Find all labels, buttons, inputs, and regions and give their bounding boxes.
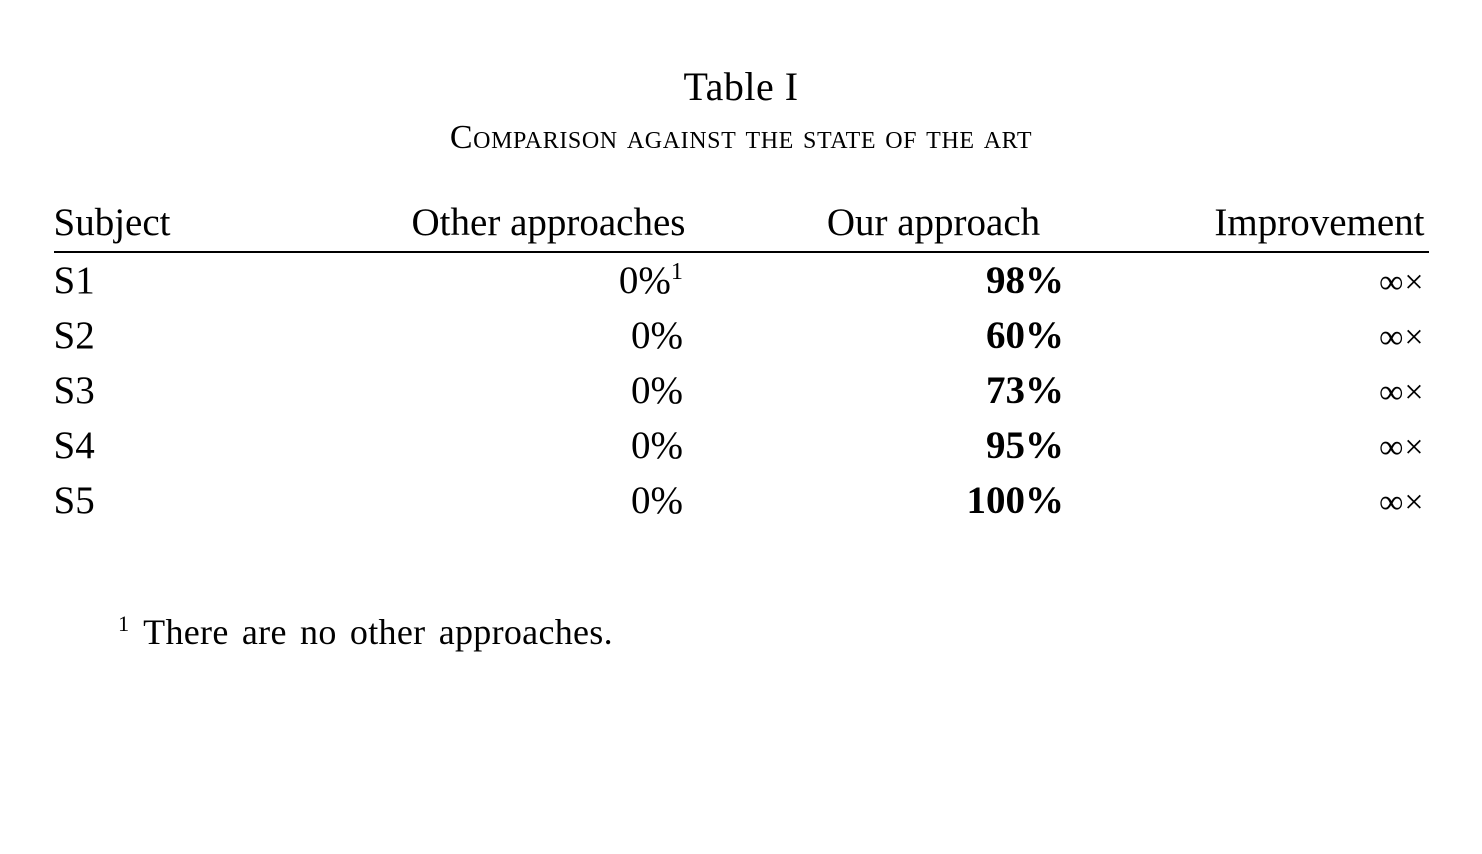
column-header-improvement: Improvement bbox=[1214, 201, 1425, 244]
footnote-marker: 1 bbox=[118, 611, 130, 636]
table-header-row bbox=[54, 200, 1429, 252]
table-caption bbox=[0, 62, 1482, 164]
comparison-table bbox=[54, 200, 1429, 528]
table-row bbox=[54, 473, 1429, 528]
table-number: Table I bbox=[683, 64, 799, 109]
table-row bbox=[54, 363, 1429, 418]
footnote-text: There are no other approaches. bbox=[143, 612, 613, 652]
table-row bbox=[54, 418, 1429, 473]
comparison-table-wrapper bbox=[54, 200, 1429, 528]
cell-other-approaches: 0% bbox=[631, 479, 683, 522]
cell-our-approach: 60% bbox=[986, 314, 1064, 357]
cell-our-approach: 73% bbox=[986, 369, 1064, 412]
cell-subject: S2 bbox=[53, 314, 95, 357]
cell-subject: S5 bbox=[53, 479, 95, 522]
cell-improvement: ∞× bbox=[1379, 484, 1425, 521]
column-header-our-approach: Our approach bbox=[826, 201, 1041, 244]
cell-improvement: ∞× bbox=[1379, 264, 1425, 301]
table-row bbox=[54, 308, 1429, 363]
cell-improvement: ∞× bbox=[1379, 374, 1425, 411]
column-header-other-approaches: Other approaches bbox=[411, 201, 686, 244]
table-row bbox=[54, 252, 1429, 308]
cell-other-approaches: 0% bbox=[631, 424, 683, 467]
table-footnote bbox=[0, 610, 1482, 654]
table-page bbox=[0, 62, 1482, 854]
cell-other-approaches bbox=[356, 252, 741, 308]
cell-subject: S3 bbox=[53, 369, 95, 412]
cell-our-approach: 100% bbox=[966, 479, 1064, 522]
cell-improvement: ∞× bbox=[1379, 429, 1425, 466]
cell-other-approaches: 0% bbox=[631, 314, 683, 357]
cell-our-approach: 95% bbox=[986, 424, 1064, 467]
cell-other-approaches: 0% bbox=[631, 369, 683, 412]
cell-other-value: 0% bbox=[618, 259, 671, 302]
cell-our-approach: 98% bbox=[986, 259, 1064, 302]
cell-improvement: ∞× bbox=[1379, 319, 1425, 356]
table-header bbox=[54, 200, 1429, 252]
footnote-marker: 1 bbox=[670, 258, 683, 285]
column-header-subject: Subject bbox=[53, 201, 171, 244]
cell-subject: S1 bbox=[53, 259, 95, 302]
table-body bbox=[54, 252, 1429, 528]
cell-subject: S4 bbox=[53, 424, 95, 467]
table-title: Comparison against the state of the art bbox=[449, 119, 1033, 156]
